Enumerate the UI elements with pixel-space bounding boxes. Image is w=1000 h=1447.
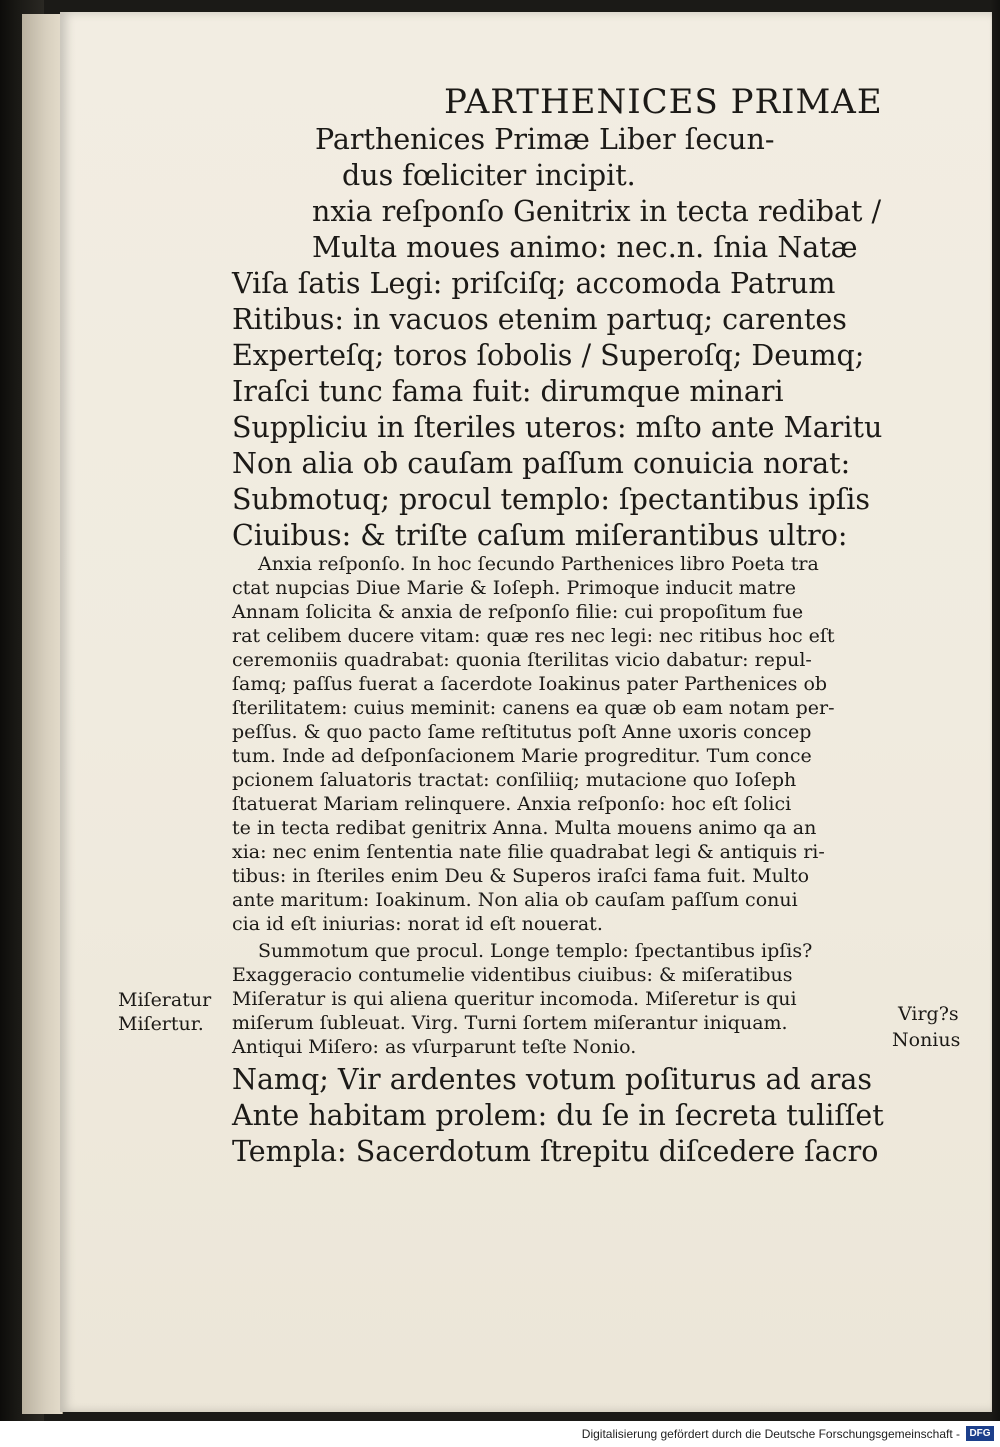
verse-line: Viſa ſatis Legi: priſciſq; accomoda Patrum [232,267,836,300]
verse-line: nxia reſponſo Genitrix in tecta redibat / [312,195,882,228]
commentary-line: xia: nec enim ſententia nate filie quadrabat legi & antiquis ri- [232,841,825,863]
margin-note-left: Miſertur. [118,1013,204,1035]
heading-line-1: Parthenices Primæ Liber ſecun- [315,123,775,156]
verse-line: Non alia ob cauſam paſſum conuicia norat: [232,447,851,480]
commentary-line: rat celibem ducere vitam: quæ res nec legi: nec ritibus hoc eſt [232,625,835,647]
commentary-line: ctat nupcias Diue Marie & Ioſeph. Primoque inducit matre [232,577,796,599]
verse-line: Namq; Vir ardentes votum poſiturus ad aras [232,1063,873,1096]
margin-note-right: Virg?s [898,1003,959,1025]
commentary-line: ceremoniis quadrabat: quonia ſterilitas vicio dabatur: repul- [232,649,812,671]
commentary-line: pcionem ſaluatoris tractat: conſiliiq; mutacione quo Ioſeph [232,769,797,791]
verse-line: Experteſq; toros ſobolis / Superoſq; Deumq; [232,339,865,372]
running-head: PARTHENICES PRIMAE [444,82,883,122]
funding-credit: Digitalisierung gefördert durch die Deutsche Forschungsgemeinschaft - [581,1427,960,1441]
commentary-line: miſerum ſubleuat. Virg. Turni ſortem miſerantur iniquam. [232,1012,788,1034]
commentary-line: peſſus. & quo pacto ſame reſtitutus poſt Anne uxoris concep [232,721,812,743]
verse-line: Ante habitam prolem: du ſe in ſecreta tuliſſet [232,1099,884,1132]
page-edge-stack [22,14,63,1414]
verse-line: Submotuq; procul templo: ſpectantibus ipſis [232,483,870,516]
margin-note-left: Miſeratur [118,989,212,1011]
commentary-line: Exaggeracio contumelie videntibus ciuibus: & miſeratibus [232,964,793,986]
book-page [60,12,992,1412]
commentary-line: ante maritum: Ioakinum. Non alia ob cauſam paſſum conui [232,889,798,911]
verse-line: Ritibus: in vacuos etenim partuq; carentes [232,303,847,336]
verse-line: Multa moues animo: nec.n. ſnia Natæ [312,231,858,264]
dfg-logo: DFG [966,1426,994,1441]
commentary-line: tum. Inde ad deſponſacionem Marie progreditur. Tum conce [232,745,812,767]
scan-shadow-right [990,0,1000,1421]
verse-line: Ciuibus: & triſte caſum miſerantibus ultro: [232,519,848,552]
commentary-line: tibus: in ſteriles enim Deu & Superos iraſci fama fuit. Multo [232,865,810,887]
commentary-line: Summotum que procul. Longe templo: ſpectantibus ipſis? [258,940,813,962]
commentary-line: ſtatuerat Mariam relinquere. Anxia reſponſo: hoc eſt ſolici [232,793,792,815]
commentary-line: cia id eſt iniurias: norat id eſt nouerat. [232,913,603,935]
verse-line: Iraſci tunc fama fuit: dirumque minari [232,375,784,408]
verse-line: Suppliciu in ſteriles uteros: mſto ante Maritu [232,411,883,444]
commentary-line: Anxia reſponſo. In hoc ſecundo Parthenices libro Poeta tra [258,553,819,575]
commentary-line: te in tecta redibat genitrix Anna. Multa mouens animo qa an [232,817,817,839]
commentary-line: ſterilitatem: cuius meminit: canens ea quæ ob eam notam per- [232,697,835,719]
commentary-line: Antiqui Miſero: as vſurparunt teſte Nonio. [232,1036,637,1058]
verse-line: Templa: Sacerdotum ſtrepitu diſcedere ſacro [232,1135,879,1168]
commentary-line: Annam ſolicita & anxia de reſponſo filie: cui propoſitum fue [232,601,804,623]
commentary-line: Miſeratur is qui aliena queritur incomoda. Miſeretur is qui [232,988,797,1010]
heading-line-2: dus fœliciter incipit. [342,159,636,192]
margin-note-right: Nonius [892,1029,961,1051]
footer-bar [0,1421,1000,1447]
commentary-line: ſamq; paſſus fuerat a ſacerdote Ioakinus pater Parthenices ob [232,673,828,695]
